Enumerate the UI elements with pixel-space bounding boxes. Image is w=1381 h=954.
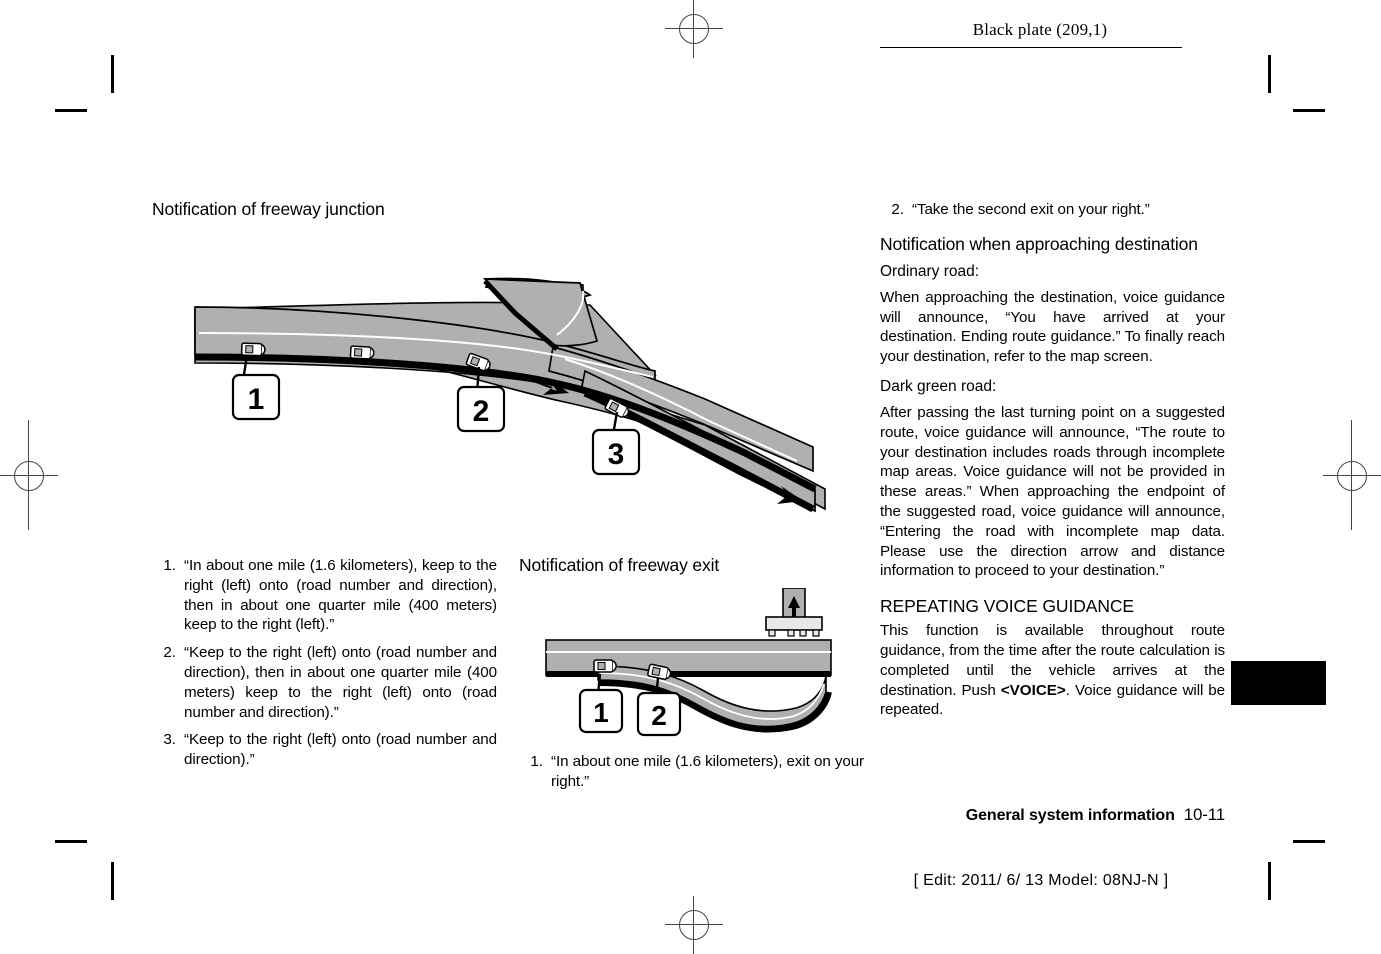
list-item [152,643,497,722]
list-item-number: 2. [891,201,904,218]
freeway-exit-list-wrap [519,752,864,792]
sign-leg-4 [813,630,819,636]
crop-mark-tr-vertical [1268,55,1271,93]
car-icon-exit-1 [594,660,616,672]
crop-mark-br-vertical [1268,862,1271,900]
crop-mark-tl-horizontal [55,109,87,112]
figure-freeway-exit [538,588,838,740]
regmark-circle [14,461,44,491]
footer-section-info [880,805,1225,825]
sign-leg-3 [800,630,806,636]
callout-3 [593,412,639,474]
list-item-number: 3. [163,731,176,749]
crop-mark-bl-vertical [111,862,114,900]
list-item [880,200,1225,220]
list-item [152,730,497,770]
figure-freeway-junction [185,275,830,525]
callout-2-label: 2 [472,395,490,428]
list-item-number: 1. [163,557,176,574]
callout-3-label: 3 [607,438,625,471]
heading-freeway-junction: Notification of freeway junction [152,199,385,219]
heading-approaching-destination: Notification when approaching destination [880,233,1198,254]
registration-mark-right [1323,420,1381,530]
crop-mark-tr-horizontal [1293,109,1325,112]
paragraph-ordinary-road: When approaching the destination, voice guidance will announce, “You have arrived at your destination. Ending route guidance.” To finally reach your destination, refer to the map screen. [880,288,1225,366]
column-middle [519,554,864,587]
sign-leg-1 [769,630,775,636]
list-item-text: “In about one mile (1.6 kilometers), exit on your right.” [551,753,864,790]
repeating-text-push: destination. Push [880,681,1001,699]
subheading-dark-green-road: Dark green road: [880,377,997,395]
registration-mark-bottom [665,896,723,954]
sign-leg-2 [788,630,794,636]
footer-page-number: 10-11 [1183,805,1225,824]
registration-mark-left [0,420,58,530]
sign-crossbeam [766,617,822,630]
freeway-exit-svg [538,588,838,740]
carryover-list [880,200,1225,220]
freeway-junction-list [152,556,497,770]
paragraph-dark-green-road: After passing the last turning point on a suggested route, voice guidance will announce, “The route to your destination includes roads through incomplete map areas. Voice guidance will not be provided in these areas.” When approaching the endpoint of the suggested road, voice guidance will announce, “Entering the road with incomplete map data. Please use the direction arrow and distance information to proceed to your destination.” [880,403,1225,580]
regmark-circle [679,910,709,940]
subheading-ordinary-road: Ordinary road: [880,262,980,280]
registration-mark-top [665,0,723,58]
freeway-junction-svg [185,275,830,525]
footer-edit-line: [ Edit: 2011/ 6/ 13 Model: 08NJ-N ] [913,872,1169,889]
repeating-text-part1: This function is available throughout route guidance, from the time after the route calculation is completed until the vehicle arrives at the [880,622,1225,679]
footer-section-name: General system information [965,807,1175,824]
list-item-number: 2. [163,644,176,662]
regmark-circle [1337,461,1367,491]
list-item [519,752,864,792]
callout-1-label: 1 [247,383,265,416]
list-item-number: 1. [530,753,543,770]
road-lower-main [549,347,813,471]
black-plate-label: Black plate (209,1) [972,20,1108,39]
crop-mark-tl-vertical [111,55,114,93]
car-icon-1 [242,343,266,356]
list-item-text: “Take the second exit on your right.” [912,201,1150,218]
list-item-text: “In about one mile (1.6 kilometers), keep to the right (left) onto (road number and direction), then in about one quarter mile (400 meters) keep to the right (left).” [184,557,497,634]
regmark-circle [679,14,709,44]
freeway-junction-list-wrap [152,556,497,770]
crop-mark-br-horizontal [1293,840,1325,843]
callout-exit-2-label: 2 [651,700,667,731]
crop-mark-bl-horizontal [55,840,87,843]
thumb-index-tab [1231,661,1326,705]
header-rule [880,47,1182,48]
voice-button-label: <VOICE> [1000,681,1066,699]
list-item [152,556,497,635]
car-icon-2 [350,346,374,359]
column-right [880,200,1225,720]
road-main-straight [546,640,831,675]
list-item-text: “Keep to the right (left) onto (road number and direction), then in about one quarter mile (400 meters) keep to the right (left) onto (road number and direction).” [184,644,497,721]
callout-exit-1-label: 1 [593,697,609,728]
list-item-text: “Keep to the right (left) onto (road number and direction).” [184,731,497,769]
paragraph-repeating-voice-guidance [880,621,1225,720]
heading-freeway-exit: Notification of freeway exit [519,555,720,575]
callout-1 [233,355,279,419]
column-left [152,198,497,231]
freeway-exit-list [519,752,864,792]
overhead-sign [766,588,822,636]
heading-repeating-voice-guidance: REPEATING VOICE GUIDANCE [880,596,1134,617]
repeating-text-part2: . Voice guidance will be repeated. [880,681,1225,719]
